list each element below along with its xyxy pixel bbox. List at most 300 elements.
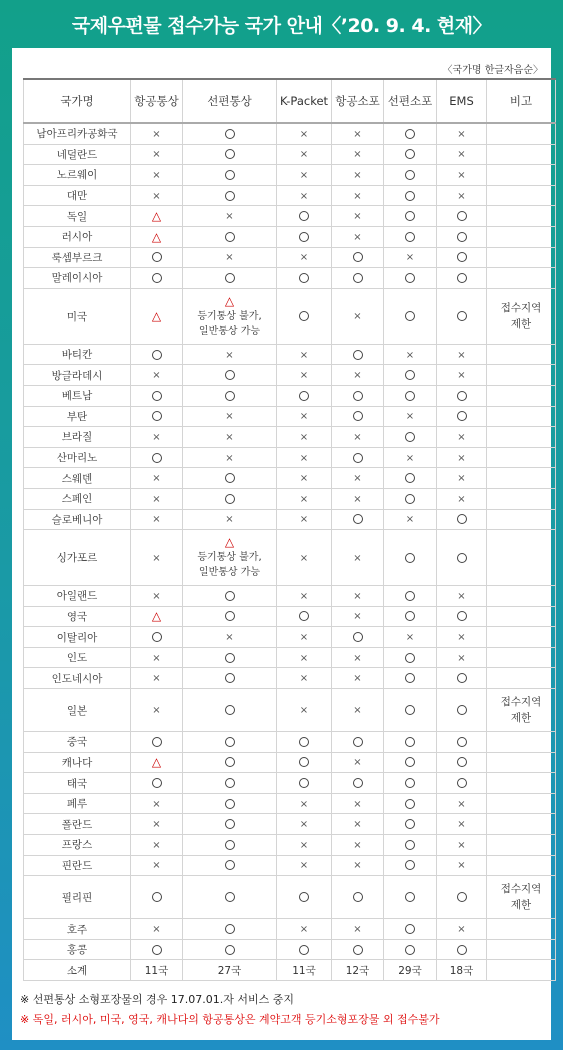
unavailable-mark: × <box>299 452 309 464</box>
cell-kpacket <box>277 627 332 648</box>
conditional-triangle-icon: △ <box>224 293 235 308</box>
unavailable-mark: × <box>225 411 234 423</box>
cell-air-letter <box>131 509 183 530</box>
unavailable-mark: × <box>152 705 161 717</box>
cell-air-letter <box>131 876 183 919</box>
cell-air-parcel <box>332 488 384 509</box>
cell-ems <box>437 185 487 206</box>
total-surface-parcel: 29국 <box>384 960 437 981</box>
available-circle-icon <box>353 737 363 747</box>
conditional-note-line: 등기통상 불가, <box>197 552 262 564</box>
remark-cell <box>487 226 556 247</box>
available-circle-icon <box>225 232 235 242</box>
cell-surface-letter <box>183 606 277 627</box>
table-row <box>24 144 556 165</box>
cell-ems <box>437 406 487 427</box>
unavailable-mark: × <box>353 757 362 769</box>
cell-kpacket <box>277 668 332 689</box>
country-name: 러시아 <box>24 226 131 247</box>
cell-air-parcel <box>332 509 384 530</box>
available-circle-icon <box>225 778 235 788</box>
cell-kpacket <box>277 427 332 448</box>
cell-surface-letter <box>183 365 277 386</box>
cell-surface-parcel <box>384 427 437 448</box>
cell-surface-letter <box>183 530 277 586</box>
table-row <box>24 447 556 468</box>
available-circle-icon <box>457 252 467 262</box>
remark-cell <box>487 586 556 607</box>
available-circle-icon <box>299 273 309 283</box>
unavailable-mark: × <box>225 452 234 464</box>
cell-air-parcel <box>332 939 384 960</box>
conditional-note-line: 등기통상 불가, <box>197 310 262 322</box>
total-air-letter: 11국 <box>131 960 183 981</box>
country-name: 베트남 <box>24 385 131 406</box>
total-surface-letter: 27국 <box>183 960 277 981</box>
table-row <box>24 876 556 919</box>
cell-surface-letter <box>183 247 277 268</box>
cell-air-letter <box>131 647 183 668</box>
country-name: 산마리노 <box>24 447 131 468</box>
cell-kpacket <box>277 689 332 732</box>
remark-cell <box>487 752 556 773</box>
unavailable-mark: × <box>353 611 362 623</box>
cell-surface-letter <box>183 752 277 773</box>
available-circle-icon <box>405 311 415 321</box>
available-circle-icon <box>353 945 363 955</box>
remark-line: 제한 <box>510 899 532 912</box>
table-row <box>24 530 556 586</box>
unavailable-mark: × <box>457 128 466 140</box>
cell-kpacket <box>277 530 332 586</box>
cell-ems <box>437 586 487 607</box>
country-name: 룩셈부르크 <box>24 247 131 268</box>
unavailable-mark: × <box>353 673 362 685</box>
table-row <box>24 247 556 268</box>
available-circle-icon <box>299 391 309 401</box>
table-row <box>24 509 556 530</box>
cell-kpacket <box>277 185 332 206</box>
unavailable-mark: × <box>152 473 161 485</box>
cell-kpacket <box>277 226 332 247</box>
available-circle-icon <box>457 411 467 421</box>
cell-surface-parcel <box>384 468 437 489</box>
footnotes <box>20 990 439 1030</box>
available-circle-icon <box>299 211 309 221</box>
cell-surface-letter <box>183 586 277 607</box>
table-row <box>24 627 556 648</box>
cell-kpacket <box>277 385 332 406</box>
cell-ems <box>437 226 487 247</box>
available-circle-icon <box>225 924 235 934</box>
unavailable-mark: × <box>152 590 161 602</box>
unavailable-mark: × <box>353 860 362 872</box>
unavailable-mark: × <box>353 370 362 382</box>
cell-surface-letter <box>183 732 277 753</box>
cell-surface-letter <box>183 468 277 489</box>
cell-air-parcel <box>332 876 384 919</box>
remark-line: 제한 <box>510 712 532 725</box>
unavailable-mark: × <box>225 211 234 223</box>
cell-surface-letter <box>183 627 277 648</box>
cell-ems <box>437 488 487 509</box>
cell-air-letter <box>131 530 183 586</box>
country-name: 인도 <box>24 647 131 668</box>
unavailable-mark: × <box>457 493 466 505</box>
remark-line: 제한 <box>510 318 532 331</box>
header-remark: 비고 <box>487 79 556 123</box>
header-surface-parcel: 선편소포 <box>384 79 437 123</box>
unavailable-mark: × <box>299 473 309 485</box>
cell-air-letter <box>131 855 183 876</box>
cell-surface-letter <box>183 668 277 689</box>
remark-cell <box>487 627 556 648</box>
cell-air-parcel <box>332 773 384 794</box>
cell-surface-letter <box>183 919 277 940</box>
cell-air-parcel <box>332 226 384 247</box>
footnote-2: ※ 독일, 러시아, 미국, 영국, 캐나다의 항공통상은 계약고객 등기소형포장물 외 접수불가 <box>20 1013 440 1026</box>
cell-air-parcel <box>332 268 384 289</box>
unavailable-mark: × <box>457 452 466 464</box>
cell-surface-parcel <box>384 509 437 530</box>
totals-label: 소계 <box>24 960 131 981</box>
cell-kpacket <box>277 488 332 509</box>
available-circle-icon <box>152 350 162 360</box>
cell-ems <box>437 268 487 289</box>
available-circle-icon <box>457 553 467 563</box>
country-name: 필리핀 <box>24 876 131 919</box>
remark-cell <box>487 123 556 144</box>
available-circle-icon <box>225 653 235 663</box>
unavailable-mark: × <box>152 149 161 161</box>
country-name: 페루 <box>24 793 131 814</box>
available-circle-icon <box>152 391 162 401</box>
available-circle-icon <box>225 370 235 380</box>
cell-kpacket <box>277 406 332 427</box>
table-row <box>24 814 556 835</box>
available-circle-icon <box>405 432 415 442</box>
available-circle-icon <box>225 840 235 850</box>
unavailable-mark: × <box>299 860 309 872</box>
totals-remark <box>487 960 556 981</box>
cell-air-letter <box>131 732 183 753</box>
cell-ems <box>437 427 487 448</box>
cell-air-parcel <box>332 123 384 144</box>
cell-air-letter <box>131 165 183 186</box>
remark-cell <box>487 268 556 289</box>
unavailable-mark: × <box>299 705 309 717</box>
cell-surface-letter <box>183 647 277 668</box>
cell-kpacket <box>277 876 332 919</box>
available-circle-icon <box>405 494 415 504</box>
cell-kpacket <box>277 206 332 227</box>
unavailable-mark: × <box>152 673 161 685</box>
available-circle-icon <box>405 473 415 483</box>
country-name: 미국 <box>24 288 131 344</box>
unavailable-mark: × <box>152 190 161 202</box>
conditional-note <box>183 294 276 339</box>
table-row <box>24 606 556 627</box>
total-kpacket: 11국 <box>277 960 332 981</box>
cell-kpacket <box>277 647 332 668</box>
cell-surface-parcel <box>384 123 437 144</box>
unavailable-mark: × <box>152 493 161 505</box>
cell-air-letter <box>131 406 183 427</box>
unavailable-mark: × <box>353 149 362 161</box>
remark-cell <box>487 144 556 165</box>
cell-surface-letter <box>183 385 277 406</box>
table-row <box>24 165 556 186</box>
page-title: 국제우편물 접수가능 국가 안내〈’20. 9. 4. 현재〉 <box>71 14 492 37</box>
unavailable-mark: × <box>353 839 362 851</box>
unavailable-mark: × <box>299 370 309 382</box>
cell-kpacket <box>277 144 332 165</box>
unavailable-mark: × <box>152 839 161 851</box>
available-circle-icon <box>225 611 235 621</box>
unavailable-mark: × <box>152 819 161 831</box>
available-circle-icon <box>405 892 415 902</box>
conditional-note-line: 일반통상 가능 <box>198 567 261 579</box>
cell-surface-parcel <box>384 876 437 919</box>
header-row <box>24 79 556 123</box>
country-name: 남아프리카공화국 <box>24 123 131 144</box>
remark-cell <box>487 468 556 489</box>
cell-surface-parcel <box>384 919 437 940</box>
conditional-triangle-icon: △ <box>224 535 235 550</box>
remark-cell <box>487 814 556 835</box>
available-circle-icon <box>405 778 415 788</box>
cell-air-parcel <box>332 606 384 627</box>
country-name: 핀란드 <box>24 855 131 876</box>
cell-air-parcel <box>332 165 384 186</box>
unavailable-mark: × <box>299 349 309 361</box>
available-circle-icon <box>353 453 363 463</box>
conditional-triangle-icon: △ <box>151 209 162 224</box>
remark-cell <box>487 732 556 753</box>
cell-surface-letter <box>183 406 277 427</box>
available-circle-icon <box>152 252 162 262</box>
country-name: 홍콩 <box>24 939 131 960</box>
table-row <box>24 668 556 689</box>
content-card <box>12 48 551 1040</box>
cell-kpacket <box>277 165 332 186</box>
unavailable-mark: × <box>353 211 362 223</box>
cell-air-parcel <box>332 185 384 206</box>
cell-air-letter <box>131 447 183 468</box>
available-circle-icon <box>405 737 415 747</box>
cell-air-letter <box>131 773 183 794</box>
table-row <box>24 773 556 794</box>
available-circle-icon <box>353 273 363 283</box>
available-circle-icon <box>152 411 162 421</box>
available-circle-icon <box>457 211 467 221</box>
available-circle-icon <box>299 232 309 242</box>
unavailable-mark: × <box>225 431 234 443</box>
unavailable-mark: × <box>299 431 309 443</box>
available-circle-icon <box>152 737 162 747</box>
available-circle-icon <box>152 778 162 788</box>
unavailable-mark: × <box>299 632 309 644</box>
unavailable-mark: × <box>353 128 362 140</box>
unavailable-mark: × <box>405 514 415 526</box>
available-circle-icon <box>299 737 309 747</box>
cell-surface-parcel <box>384 268 437 289</box>
conditional-triangle-icon: △ <box>151 229 162 244</box>
country-name: 중국 <box>24 732 131 753</box>
cell-kpacket <box>277 247 332 268</box>
cell-ems <box>437 835 487 856</box>
cell-surface-letter <box>183 689 277 732</box>
available-circle-icon <box>457 611 467 621</box>
cell-air-letter <box>131 752 183 773</box>
available-circle-icon <box>457 673 467 683</box>
country-name: 대만 <box>24 185 131 206</box>
available-circle-icon <box>405 840 415 850</box>
country-name: 이탈리아 <box>24 627 131 648</box>
cell-surface-parcel <box>384 406 437 427</box>
unavailable-mark: × <box>299 673 309 685</box>
country-name: 네덜란드 <box>24 144 131 165</box>
cell-surface-letter <box>183 835 277 856</box>
cell-ems <box>437 385 487 406</box>
cell-kpacket <box>277 606 332 627</box>
conditional-note-line: 일반통상 가능 <box>198 325 261 337</box>
available-circle-icon <box>405 924 415 934</box>
remark-line: 접수지역 <box>500 696 542 709</box>
country-name: 말레이시아 <box>24 268 131 289</box>
available-circle-icon <box>353 411 363 421</box>
available-circle-icon <box>457 737 467 747</box>
cell-surface-parcel <box>384 247 437 268</box>
available-circle-icon <box>353 892 363 902</box>
available-circle-icon <box>405 819 415 829</box>
cell-air-parcel <box>332 793 384 814</box>
available-circle-icon <box>405 129 415 139</box>
unavailable-mark: × <box>152 431 161 443</box>
available-circle-icon <box>405 553 415 563</box>
table-row <box>24 206 556 227</box>
cell-surface-parcel <box>384 647 437 668</box>
cell-surface-letter <box>183 773 277 794</box>
available-circle-icon <box>225 149 235 159</box>
remark-cell <box>487 165 556 186</box>
unavailable-mark: × <box>152 370 161 382</box>
cell-air-parcel <box>332 732 384 753</box>
sort-note: 〈국가명 한글자음순〉 <box>442 65 543 76</box>
cell-surface-letter <box>183 939 277 960</box>
table-row <box>24 185 556 206</box>
available-circle-icon <box>299 945 309 955</box>
unavailable-mark: × <box>457 924 466 936</box>
cell-surface-letter <box>183 185 277 206</box>
cell-air-parcel <box>332 427 384 448</box>
available-circle-icon <box>405 149 415 159</box>
cell-ems <box>437 814 487 835</box>
cell-surface-parcel <box>384 855 437 876</box>
available-circle-icon <box>353 252 363 262</box>
table-row <box>24 855 556 876</box>
available-circle-icon <box>405 191 415 201</box>
cell-air-parcel <box>332 752 384 773</box>
unavailable-mark: × <box>152 924 161 936</box>
unavailable-mark: × <box>353 798 362 810</box>
cell-air-letter <box>131 586 183 607</box>
unavailable-mark: × <box>299 839 309 851</box>
cell-air-letter <box>131 689 183 732</box>
cell-ems <box>437 123 487 144</box>
cell-kpacket <box>277 773 332 794</box>
available-circle-icon <box>225 799 235 809</box>
unavailable-mark: × <box>299 819 309 831</box>
cell-air-letter <box>131 835 183 856</box>
cell-air-parcel <box>332 919 384 940</box>
available-circle-icon <box>405 170 415 180</box>
cell-surface-letter <box>183 165 277 186</box>
unavailable-mark: × <box>457 169 466 181</box>
cell-kpacket <box>277 835 332 856</box>
conditional-note <box>183 535 276 580</box>
cell-kpacket <box>277 939 332 960</box>
cell-kpacket <box>277 793 332 814</box>
available-circle-icon <box>225 673 235 683</box>
unavailable-mark: × <box>405 632 415 644</box>
cell-air-letter <box>131 814 183 835</box>
unavailable-mark: × <box>405 349 415 361</box>
remark-cell <box>487 427 556 448</box>
cell-surface-letter <box>183 447 277 468</box>
cell-surface-letter <box>183 509 277 530</box>
cell-air-letter <box>131 344 183 365</box>
cell-air-parcel <box>332 288 384 344</box>
available-circle-icon <box>299 757 309 767</box>
footnote-1: ※ 선편통상 소형포장물의 경우 17.07.01.자 서비스 중지 <box>20 993 294 1006</box>
available-circle-icon <box>405 370 415 380</box>
cell-ems <box>437 689 487 732</box>
unavailable-mark: × <box>353 652 362 664</box>
cell-surface-parcel <box>384 226 437 247</box>
available-circle-icon <box>405 945 415 955</box>
cell-air-parcel <box>332 627 384 648</box>
remark-cell <box>487 247 556 268</box>
cell-surface-letter <box>183 144 277 165</box>
cell-surface-parcel <box>384 206 437 227</box>
table-row <box>24 406 556 427</box>
header-air-letter: 항공통상 <box>131 79 183 123</box>
cell-surface-parcel <box>384 668 437 689</box>
unavailable-mark: × <box>457 190 466 202</box>
cell-kpacket <box>277 509 332 530</box>
cell-surface-parcel <box>384 447 437 468</box>
cell-air-letter <box>131 606 183 627</box>
remark-cell <box>487 288 556 344</box>
table-row <box>24 939 556 960</box>
table-row <box>24 123 556 144</box>
cell-ems <box>437 365 487 386</box>
unavailable-mark: × <box>225 514 234 526</box>
cell-air-parcel <box>332 447 384 468</box>
remark-cell <box>487 447 556 468</box>
cell-air-letter <box>131 793 183 814</box>
country-name: 캐나다 <box>24 752 131 773</box>
available-circle-icon <box>353 778 363 788</box>
available-circle-icon <box>225 892 235 902</box>
unavailable-mark: × <box>457 860 466 872</box>
table-row <box>24 427 556 448</box>
cell-air-parcel <box>332 406 384 427</box>
table-row <box>24 689 556 732</box>
table-row <box>24 288 556 344</box>
cell-air-letter <box>131 365 183 386</box>
